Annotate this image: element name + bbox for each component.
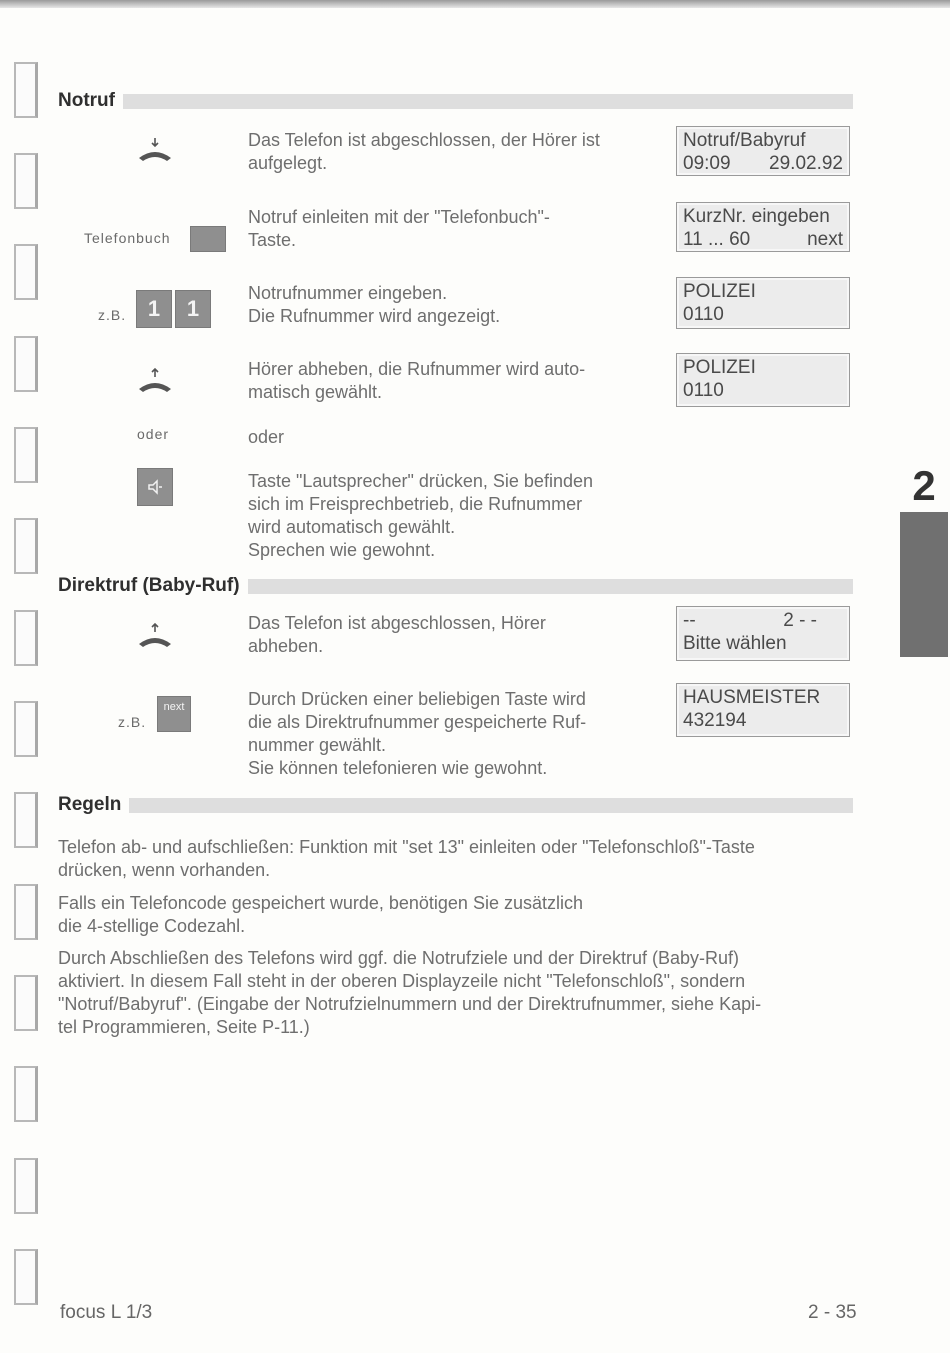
step-text: Hörer abheben, die Rufnummer wird auto- matisch gewählt. bbox=[248, 359, 586, 402]
step-text: Taste "Lautsprecher" drücken, Sie befinden sich im Freisprechbetrieb, die Rufnummer wird automatisch gewählt. Sprechen wie gewohnt. bbox=[248, 471, 593, 560]
oder-text: oder bbox=[248, 427, 285, 447]
step-text: Das Telefon ist abgeschlossen, Hörer abheben. bbox=[248, 613, 546, 656]
lcd-line: -- bbox=[683, 610, 696, 631]
section-notruf bbox=[58, 90, 853, 112]
lcd-line: POLIZEI bbox=[683, 357, 756, 378]
binder-tab bbox=[14, 701, 38, 757]
lcd-line: 11 ... 60 bbox=[683, 229, 751, 250]
digit-key-1[interactable]: 1 bbox=[175, 290, 211, 328]
binder-tab bbox=[14, 336, 38, 392]
lcd-line: HAUSMEISTER bbox=[683, 687, 821, 708]
zb-label: z.B. bbox=[98, 307, 127, 323]
lcd-display bbox=[676, 606, 850, 661]
rule-paragraph: Telefon ab- und aufschließen: Funktion mit "set 13" einleiten oder "Telefonschloß"-Taste drücken, wenn vorhanden. bbox=[58, 837, 755, 880]
rule-paragraph: Falls ein Telefoncode gespeichert wurde, benötigen Sie zusätzlich die 4-stellige Codezahl. bbox=[58, 893, 583, 936]
oder-label: oder bbox=[137, 426, 170, 442]
speaker-icon bbox=[145, 477, 165, 497]
handset-up-icon bbox=[136, 622, 174, 652]
lcd-line: 09:09 bbox=[683, 153, 731, 174]
binder-tab bbox=[14, 975, 38, 1031]
binder-tab bbox=[14, 518, 38, 574]
binder-tab bbox=[14, 1066, 38, 1122]
top-rule bbox=[0, 0, 950, 8]
handset-down-icon bbox=[136, 136, 174, 166]
binder-tab bbox=[14, 153, 38, 209]
step-text: Durch Drücken einer beliebigen Taste wird die als Direktrufnummer gespeicherte Ruf- nummer gewählt. Sie können telefonieren wie gewohnt. bbox=[248, 689, 587, 778]
zb-label: z.B. bbox=[118, 714, 147, 730]
telefonbuch-key[interactable] bbox=[190, 226, 226, 252]
step-text: Das Telefon ist abgeschlossen, der Hörer ist aufgelegt. bbox=[248, 130, 600, 173]
step-text: Notruf einleiten mit der "Telefonbuch"- Taste. bbox=[248, 207, 550, 250]
section-bar bbox=[123, 94, 853, 109]
section-direktruf bbox=[58, 575, 853, 597]
section-regeln bbox=[58, 794, 853, 816]
lcd-display bbox=[676, 277, 850, 329]
binder-tab bbox=[14, 884, 38, 940]
chapter-tab bbox=[900, 512, 948, 657]
section-title: Direktruf (Baby-Ruf) bbox=[58, 575, 240, 596]
chapter-number: 2 bbox=[912, 462, 936, 509]
binder-tab bbox=[14, 792, 38, 848]
lcd-line: 29.02.92 bbox=[769, 153, 843, 174]
binder-tab bbox=[14, 244, 38, 300]
section-bar bbox=[129, 798, 853, 813]
binder-tab bbox=[14, 427, 38, 483]
section-bar bbox=[248, 579, 853, 594]
lcd-display bbox=[676, 683, 850, 737]
binder-tab bbox=[14, 1158, 38, 1214]
digit-key-1[interactable]: 1 bbox=[136, 290, 172, 328]
lcd-display bbox=[676, 353, 850, 407]
rule-paragraph: Durch Abschließen des Telefons wird ggf. die Notrufziele und der Direktruf (Baby-Ruf) aktiviert. In diesem Fall steht in der oberen Displayzeile nicht "Telefonschloß", sondern "Notruf/Babyruf". (Eingabe der Notrufzielnummern und der Direktrufnummer, siehe Kapi- tel Programmieren, Seite P-11.) bbox=[58, 948, 762, 1037]
binder-tab bbox=[14, 1249, 38, 1305]
lcd-line: Notruf/Babyruf bbox=[683, 130, 806, 151]
binder-tab bbox=[14, 62, 38, 118]
lcd-line: next bbox=[807, 229, 843, 250]
lcd-line: POLIZEI bbox=[683, 281, 756, 302]
footer-page-number: 2 - 35 bbox=[808, 1302, 857, 1323]
footer-model: focus L 1/3 bbox=[60, 1302, 153, 1323]
section-title: Notruf bbox=[58, 90, 115, 111]
lcd-line: 2 - - bbox=[783, 610, 817, 631]
lcd-display bbox=[676, 126, 850, 176]
next-key[interactable]: next bbox=[157, 696, 191, 732]
lcd-line: 0110 bbox=[683, 380, 724, 401]
lcd-line: Bitte wählen bbox=[683, 633, 787, 654]
telefonbuch-label: Telefonbuch bbox=[84, 230, 171, 246]
lcd-line: 0110 bbox=[683, 304, 724, 325]
lcd-display bbox=[676, 202, 850, 252]
speaker-key[interactable] bbox=[137, 468, 173, 506]
lcd-line: 432194 bbox=[683, 710, 747, 731]
step-text: Notrufnummer eingeben. Die Rufnummer wird angezeigt. bbox=[248, 283, 501, 326]
section-title: Regeln bbox=[58, 794, 122, 815]
handset-up-icon bbox=[136, 367, 174, 397]
binder-tab bbox=[14, 610, 38, 666]
lcd-line: KurzNr. eingeben bbox=[683, 206, 830, 227]
